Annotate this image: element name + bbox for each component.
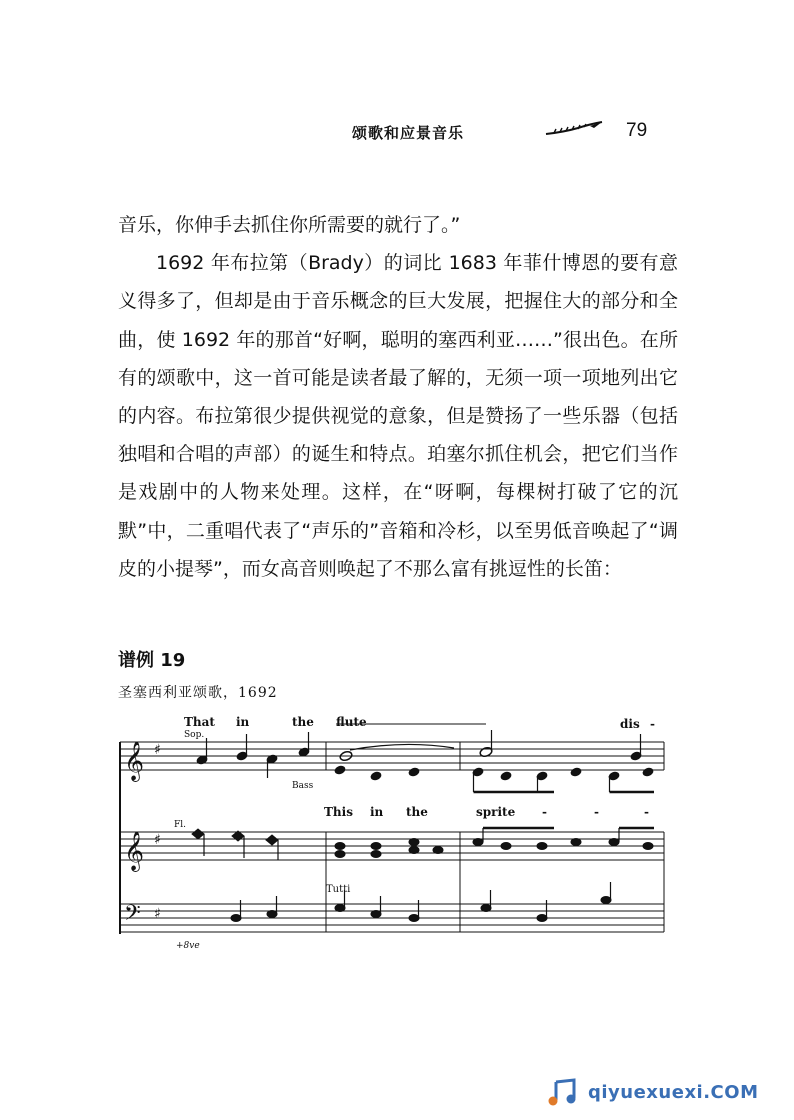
part-label-soprano: Sop. <box>184 730 205 740</box>
ornament-icon <box>544 120 604 138</box>
lyric-top: the <box>292 715 314 729</box>
lyric-top: in <box>236 715 250 729</box>
example-title: 谱例 19 <box>118 650 186 671</box>
octave-marking: +8ve <box>176 941 200 951</box>
body-text <box>118 206 678 588</box>
paragraph: 音乐，你伸手去抓住你所需要的就行了。” <box>118 214 461 236</box>
svg-text:𝄞: 𝄞 <box>124 741 145 781</box>
lyric-bottom: - <box>594 805 599 819</box>
lyric-bottom: - <box>644 805 649 819</box>
svg-text:𝄞: 𝄞 <box>124 831 145 871</box>
music-score <box>114 706 674 956</box>
lyric-bottom: This <box>324 805 353 819</box>
lyric-top: - <box>650 717 655 731</box>
lyric-bottom: in <box>370 805 384 819</box>
lyric-bottom: sprite <box>476 805 516 819</box>
running-title: 颂歌和应景音乐 <box>352 124 465 142</box>
svg-text:♯: ♯ <box>154 832 161 848</box>
svg-text:♯: ♯ <box>154 906 161 922</box>
paragraph: 1692 年布拉第（Brady）的词比 1683 年菲什博恩的要有意义得多了，但却是由于音乐概念的巨大发展，把握住大的部分和全曲，使 1692 年的那首“好啊，聪明的塞西利亚……”很出色。在所有的颂歌中，这一首可能是读者最了解的，无须一项一项地列出它的内容。布拉第很少提供视觉的意象，但是赞扬了一些乐器（包括独唱和合唱的声部）的诞生和特点。珀塞尔抓住机会，把它们当作是戏剧中的人物来处理。这样，在“呀啊，每棵树打破了它的沉默”中，二重唱代表了“声乐的”音箱和冷杉，以至男低音唤起了“调皮的小提琴”，而女高音则唤起了不那么富有挑逗性的长笛： <box>118 252 678 580</box>
svg-text:𝄢: 𝄢 <box>124 901 141 931</box>
watermark-text: qiyuexuexi.COM <box>588 1082 759 1103</box>
watermark <box>548 1078 778 1108</box>
part-label-tutti: Tutti <box>326 884 351 895</box>
example-caption: 圣塞西利亚颂歌，1692 <box>118 685 278 701</box>
lyric-top: That <box>184 715 215 729</box>
logo-icon <box>548 1078 584 1108</box>
lyric-bottom: - <box>542 805 547 819</box>
lyric-bottom: the <box>406 805 428 819</box>
part-label-flute: Fl. <box>174 820 186 830</box>
page-number: 79 <box>626 120 648 141</box>
lyric-top: dis <box>620 717 640 731</box>
running-head <box>352 116 652 150</box>
svg-text:♯: ♯ <box>154 742 161 758</box>
part-label-bass: Bass <box>292 781 314 791</box>
lyric-top: flute <box>336 715 367 729</box>
